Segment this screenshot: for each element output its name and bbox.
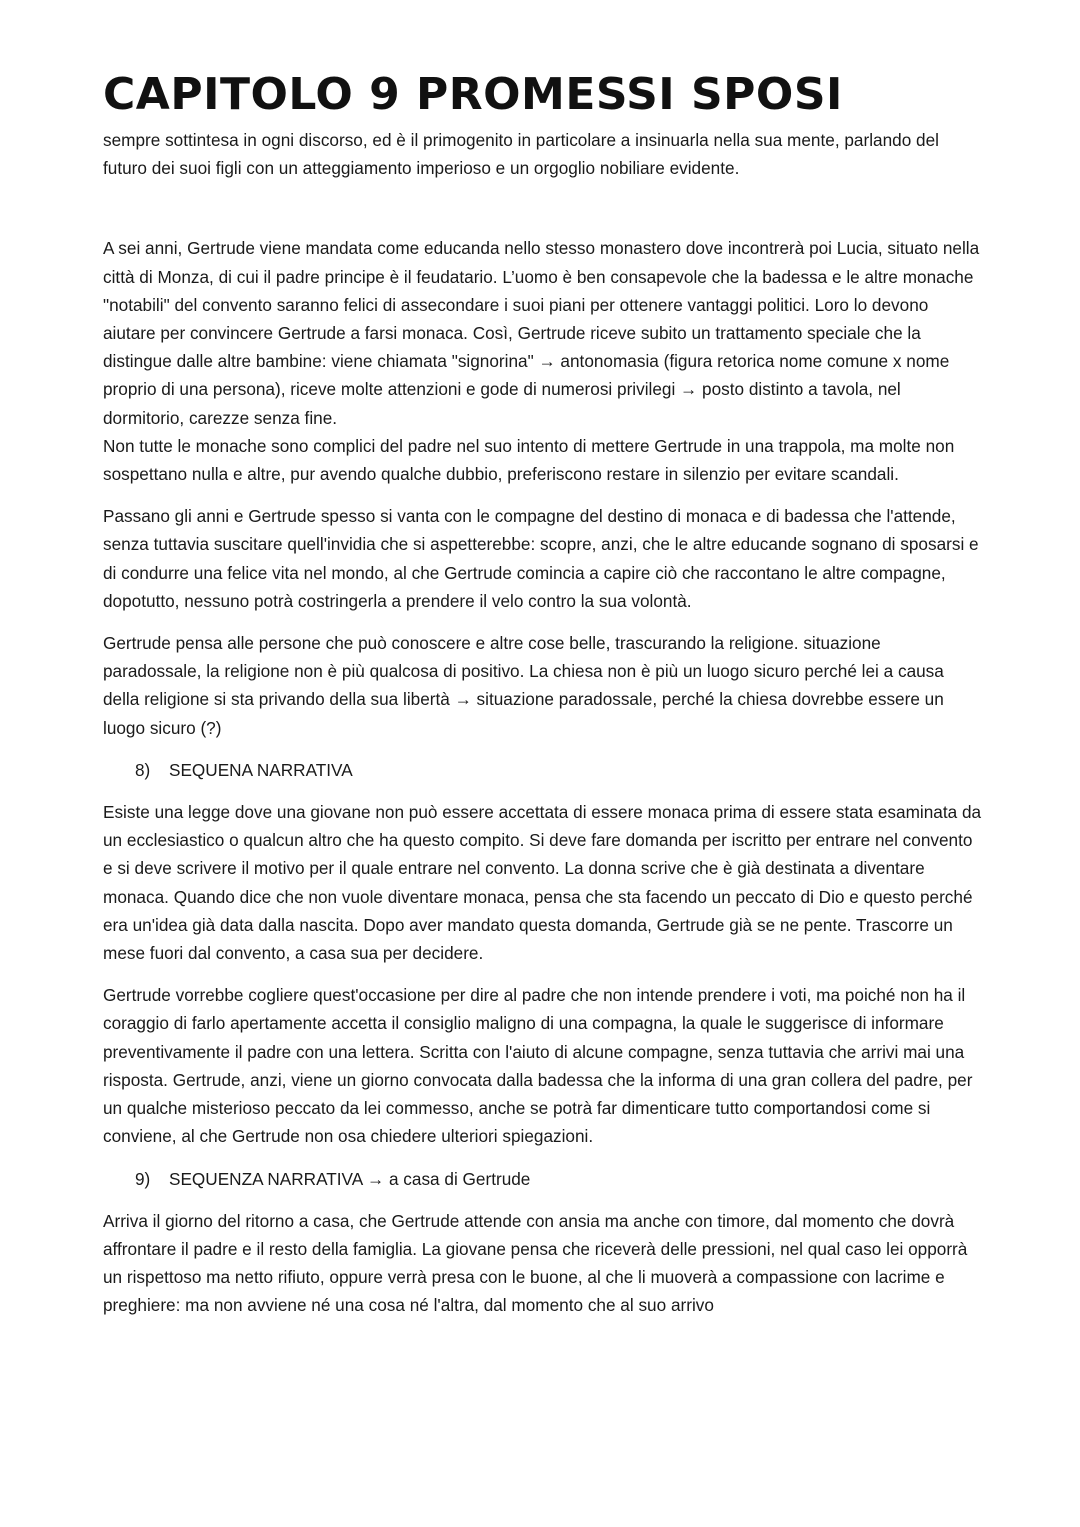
paragraph-nuns: Non tutte le monache sono complici del padre nel suo intento di mettere Gertrude in una trappola, ma molte non sospettano nulla e altre, pur avendo qualche dubbio, preferiscono restare in silenzio per evitare scandali. [103,435,955,485]
section-heading-8 [103,756,983,784]
document-page [103,68,983,1320]
paragraph-religion: Gertrude pensa alle persone che può conoscere e altre cose belle, trascurando la religione. situazione paradossale, la religione non è più qualcosa di positivo. La chiesa non è più un luogo sicuro perché lei a causa della religione si sta privando della sua libertà → situazione paradossale, perché la chiesa dovrebbe essere un luogo sicuro (?) [103,633,944,738]
paragraph-years: Passano gli anni e Gertrude spesso si vanta con le compagne del destino di monaca e di badessa che l'attende, senza tuttavia suscitare quell'invidia che si aspetterebbe: scopre, anzi, che le altre educande sognano di sposarsi e di condurre una felice vita nel mondo, al che Gertrude comincia a capire ciò che raccontano le altre compagne, dopotutto, nessuno potrà costringerla a prendere il velo contro la sua volontà. [103,506,979,611]
paragraph-monastery: A sei anni, Gertrude viene mandata come educanda nello stesso monastero dove incontrerà poi Lucia, situato nella città di Monza, di cui il padre principe è il feudatario. L’uomo è ben consapevole che la badessa e le altre monache "notabili" del convento saranno felici di assecondare i suoi piani per ottenere vantaggi politici. Loro lo devono aiutare per convincere Gertrude a farsi monaca. Così, Gertrude riceve subito un trattamento speciale che la distingue dalle altre bambine: viene chiamata "signorina" → antonomasia (figura retorica nome comune x nome proprio di una persona), riceve molte attenzioni e gode di numerosi privilegi → posto distinto a tavola, nel dormitorio, carezze senza fine. [103,238,980,428]
paragraph-intro: sempre sottintesa in ogni discorso, ed è il primogenito in particolare a insinuarla nella sua mente, parlando del futuro dei suoi figli con un atteggiamento imperioso e un orgoglio nobiliare evidente. [103,130,939,179]
paragraph-letter: Gertrude vorrebbe cogliere quest'occasione per dire al padre che non intende prendere i voti, ma poiché non ha il coraggio di farlo apertamente accetta il consiglio maligno di una compagna, la quale le suggerisce di informare preventivamente il padre con una lettera. Scritta con l'aiuto di alcune compagne, senza tuttavia che arrivi mai una risposta. Gertrude, anzi, viene un giorno convocata dalla badessa che la informa di una gran collera del padre, per un qualche misterioso peccato da lei commesso, anche se potrà far dimenticare tutto comportandosi come si conviene, al che Gertrude non osa chiedere ulteriori spiegazioni. [103,985,973,1147]
section-number: 9) [135,1168,151,1189]
paragraph-return-home: Arriva il giorno del ritorno a casa, che Gertrude attende con ansia ma anche con timore, dal momento che dovrà affrontare il padre e il resto della famiglia. La giovane pensa che riceverà delle pressioni, nel qual caso lei opporrà un rispettoso ma netto rifiuto, oppure verrà presa con le buone, al che li muoverà a compassione con lacrime e preghiere: ma non avviene né una cosa né l'altra, dal momento che al suo arrivo [103,1210,968,1316]
section-label: SEQUENZA NARRATIVA → a casa di Gertrude [169,1168,531,1189]
section-label: SEQUENA NARRATIVA [169,759,353,780]
section-heading-9 [103,1165,983,1193]
section-number: 8) [135,759,151,780]
paragraph-law: Esiste una legge dove una giovane non può essere accettata di essere monaca prima di essere stata esaminata da un ecclesiastico o qualcun altro che ha questo compito. Si deve fare domanda per iscritto per entrare nel convento e si deve scrivere il motivo per il quale entrare nel convento. La donna scrive che è già destinata a diventare monaca. Quando dice che non vuole diventare monaca, pensa che sta facendo un peccato di Dio e questo perché era un'idea già data dalla nascita. Dopo aver mandato questa domanda, Gertrude già se ne pente. Trascorre un mese fuori dal convento, a casa sua per decidere. [103,802,982,964]
page-title: CAPITOLO 9 PROMESSI SPOSI [103,69,843,120]
